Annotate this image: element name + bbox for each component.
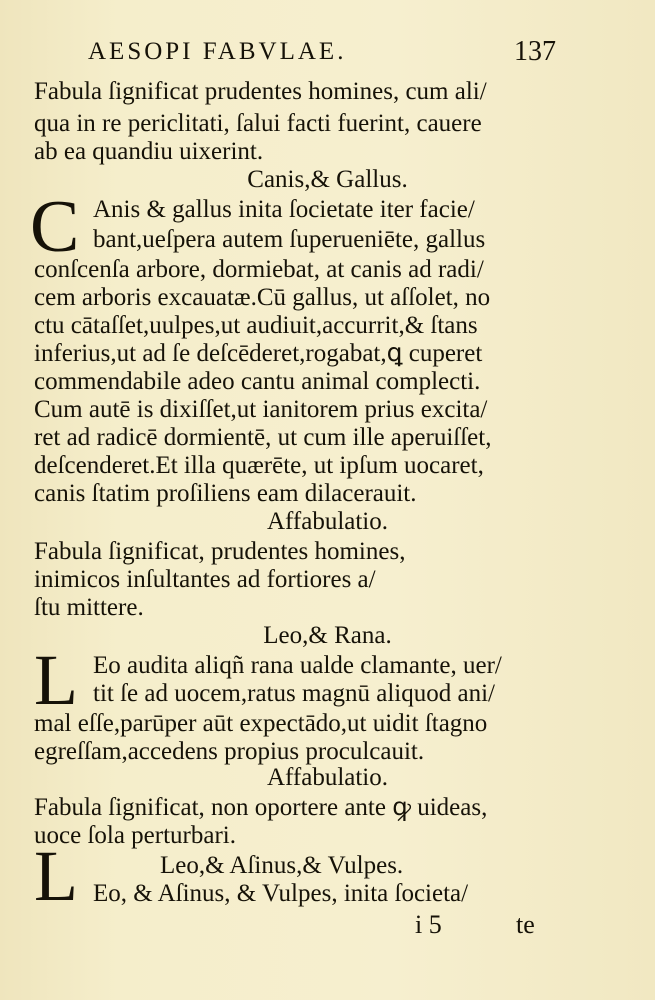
drop-cap: C	[30, 186, 80, 268]
signature-mark: i 5	[415, 910, 442, 939]
text-line: deſcenderet.Et illa quærēte, ut ipſum uocaret,	[34, 452, 484, 479]
text-line: Fabula ſignificat, prudentes homines,	[34, 538, 406, 565]
text-line: Anis & gallus inita ſocietate iter facie/	[93, 196, 475, 223]
moral-heading: Affabulatio.	[266, 508, 389, 535]
fable-title: Leo,& Aſinus,& Vulpes.	[160, 852, 404, 879]
text-line: uoce ſola perturbari.	[34, 822, 236, 849]
text-line: mal eſſe,parūper aūt expectādo,ut uidit ſtagno	[34, 710, 488, 737]
moral-heading: Affabulatio.	[266, 764, 389, 791]
text-line: Eo, & Aſinus, & Vulpes, inita ſocieta/	[93, 880, 469, 907]
text-line: ctu cātaſſet,uulpes,ut audiuit,accurrit,& ſtans	[34, 312, 478, 339]
text-line: ab ea quandiu uixerint.	[34, 138, 264, 165]
text-line: Eo audita aliqñ rana ualde clamante, uer/	[93, 652, 502, 679]
text-line: egreſſam,accedens propius proculcauit.	[34, 738, 425, 765]
text-line: qua in re periclitati, ſalui facti fuerint, cauere	[34, 110, 482, 137]
text-line: ret ad radicē dormientē, ut cum ille aperuiſſet,	[34, 424, 492, 451]
text-line: canis ſtatim proſiliens eam dilacerauit.	[34, 480, 417, 507]
catchword: te	[516, 910, 535, 939]
text-line: Cum autē is dixiſſet,ut ianitorem prius excita/	[34, 396, 488, 423]
fable-title: Canis,& Gallus.	[247, 166, 408, 193]
fable-title: Leo,& Rana.	[263, 622, 392, 649]
drop-cap: L	[34, 836, 78, 916]
text-line: conſcenſa arbore, dormiebat, at canis ad radi/	[34, 256, 484, 283]
drop-cap: L	[34, 640, 78, 720]
running-header-title: AESOPI FABVLAE.	[88, 38, 347, 65]
text-line: inferius,ut ad ſe deſcēderet,rogabat,ꝗ cuperet	[34, 340, 483, 367]
text-line: Fabula ſignificat prudentes homines, cum ali/	[34, 78, 487, 105]
text-line: ſtu mittere.	[34, 594, 144, 621]
text-line: bant,ueſpera autem ſuperueniēte, gallus	[93, 226, 486, 253]
page-number: 137	[514, 36, 556, 67]
text-line: tit ſe ad uocem,ratus magnū aliquod ani/	[93, 680, 495, 707]
text-line: Fabula ſignificat, non oportere ante ꝙ uideas,	[34, 794, 488, 821]
text-line: inimicos inſultantes ad fortiores a/	[34, 566, 376, 593]
text-line: cem arboris excauatæ.Cū gallus, ut aſſolet, no	[34, 284, 491, 311]
text-line: commendabile adeo cantu animal complecti.	[34, 368, 481, 395]
